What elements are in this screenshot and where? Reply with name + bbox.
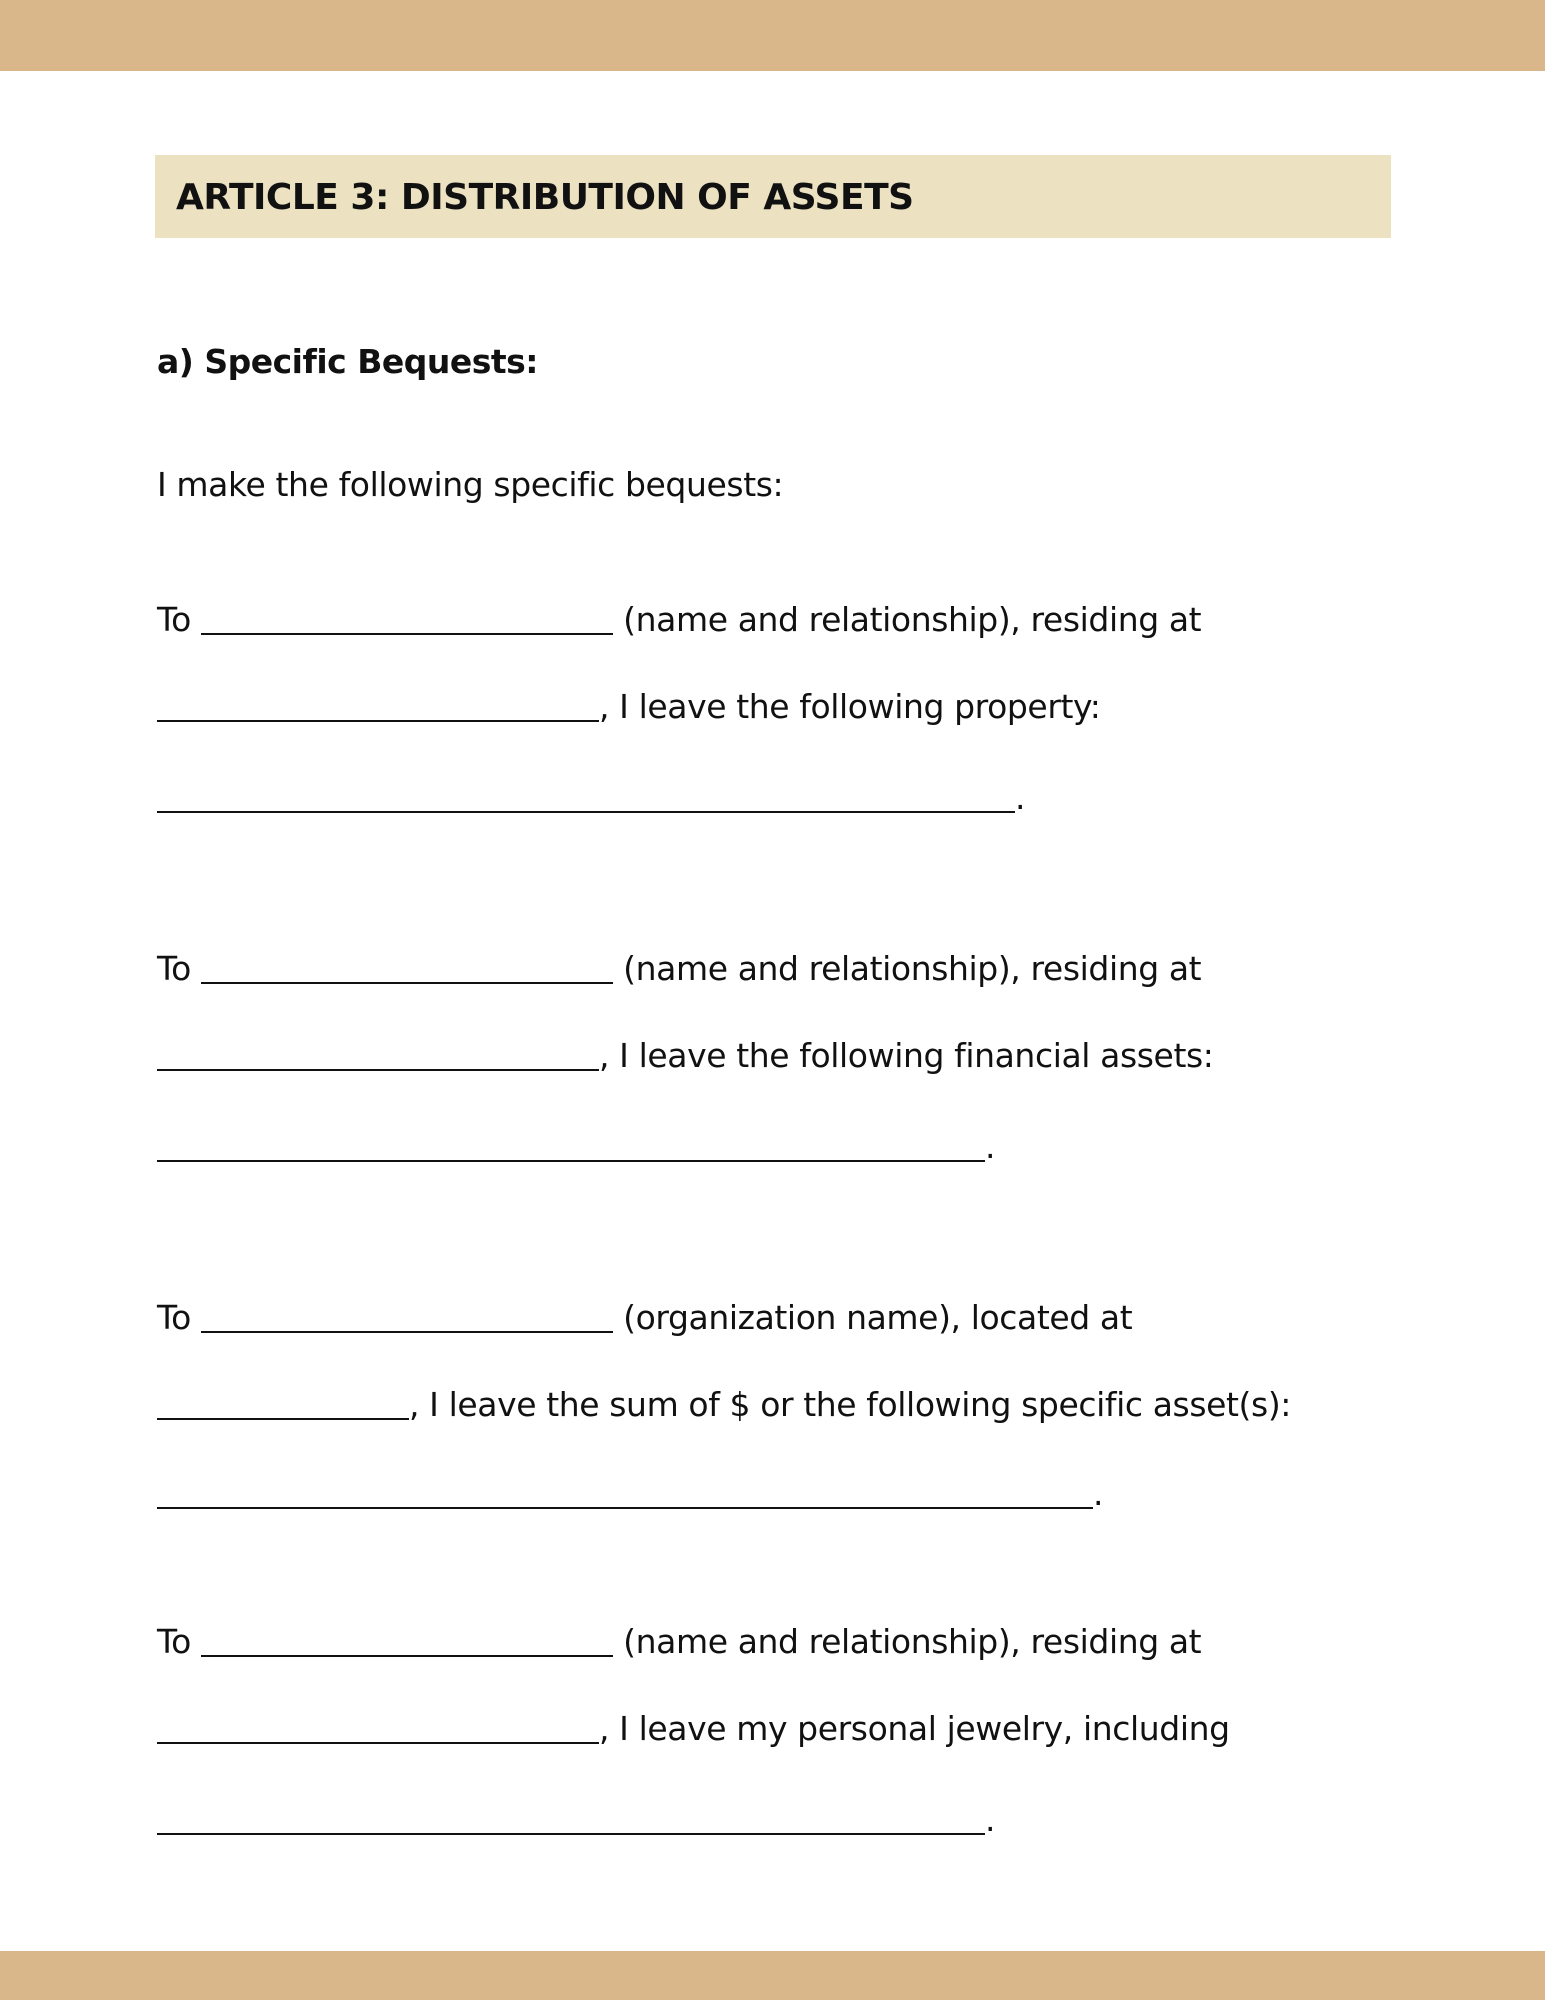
line-end: . — [985, 1127, 996, 1166]
bequest-3-line-1 — [157, 1298, 1132, 1338]
line-end: . — [1015, 778, 1026, 817]
bequest-3-line-3 — [157, 1474, 1103, 1514]
line-text: , I leave the sum of $ or the following specific asset(s): — [409, 1385, 1292, 1424]
organization-name-blank[interactable] — [201, 1303, 613, 1333]
bequest-4-line-2 — [157, 1709, 1230, 1749]
bequest-4-line-1 — [157, 1622, 1201, 1662]
location-blank[interactable] — [157, 1390, 409, 1420]
to-label: To — [157, 600, 191, 639]
footer-band — [0, 1951, 1545, 2000]
specific-assets-blank[interactable] — [157, 1479, 1093, 1509]
bequest-2-line-1 — [157, 949, 1201, 989]
line-text: (name and relationship), residing at — [623, 600, 1202, 639]
address-blank[interactable] — [157, 1714, 599, 1744]
financial-assets-blank[interactable] — [157, 1132, 985, 1162]
bequest-1-line-3 — [157, 778, 1025, 818]
recipient-name-blank[interactable] — [201, 605, 613, 635]
bequest-3-line-2 — [157, 1385, 1291, 1425]
jewelry-blank[interactable] — [157, 1805, 985, 1835]
article-title: ARTICLE 3: DISTRIBUTION OF ASSETS — [176, 177, 914, 218]
recipient-name-blank[interactable] — [201, 1627, 613, 1657]
address-blank[interactable] — [157, 692, 599, 722]
section-heading: a) Specific Bequests: — [157, 342, 538, 381]
bequest-4-line-3 — [157, 1800, 995, 1840]
recipient-name-blank[interactable] — [201, 954, 613, 984]
property-blank[interactable] — [157, 783, 1015, 813]
header-band — [0, 0, 1545, 71]
line-text: (name and relationship), residing at — [623, 949, 1202, 988]
intro-text: I make the following specific bequests: — [157, 465, 784, 504]
line-text: (organization name), located at — [623, 1298, 1133, 1337]
to-label: To — [157, 949, 191, 988]
to-label: To — [157, 1298, 191, 1337]
line-end: . — [1093, 1474, 1104, 1513]
bequest-1-line-1 — [157, 600, 1201, 640]
bequest-2-line-2 — [157, 1036, 1214, 1076]
bequest-1-line-2 — [157, 687, 1101, 727]
article-title-box — [155, 155, 1391, 238]
to-label: To — [157, 1622, 191, 1661]
line-end: . — [985, 1800, 996, 1839]
address-blank[interactable] — [157, 1041, 599, 1071]
line-text: , I leave the following property: — [599, 687, 1101, 726]
line-text: (name and relationship), residing at — [623, 1622, 1202, 1661]
bequest-2-line-3 — [157, 1127, 995, 1167]
line-text: , I leave the following financial assets: — [599, 1036, 1214, 1075]
line-text: , I leave my personal jewelry, including — [599, 1709, 1230, 1748]
